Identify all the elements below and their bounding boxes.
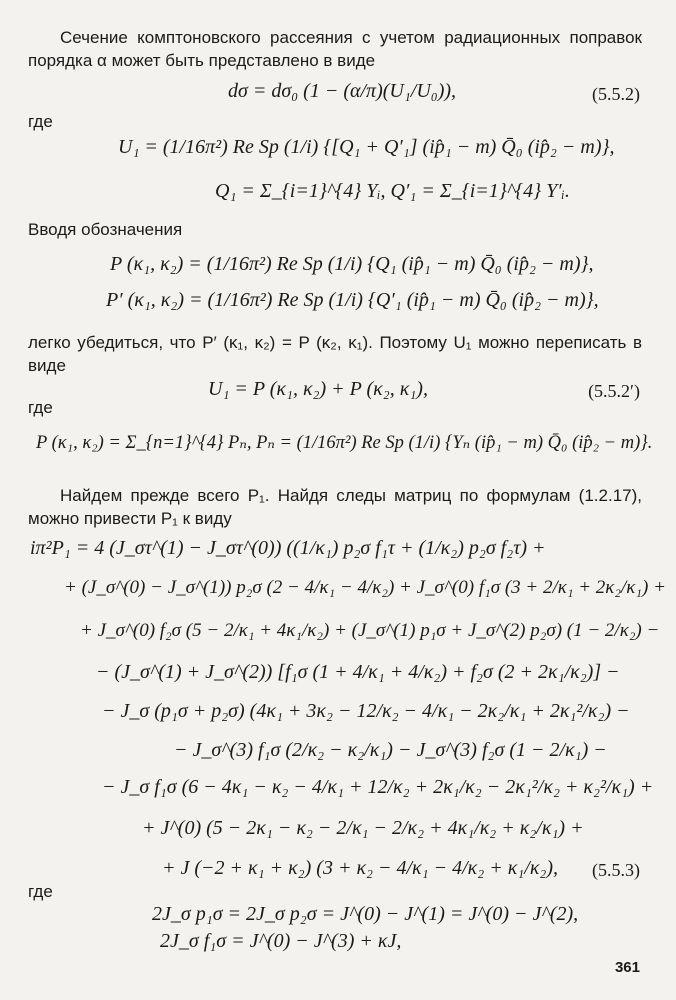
where-label-3: где	[28, 882, 53, 901]
equation-cross-section: dσ = dσ₀ (1 − (α/π)(U₁/U₀)),	[228, 80, 457, 102]
equation-number-5-5-2: (5.5.2)	[592, 84, 640, 104]
equation-P1-line-6: − J_σ^(3) f₁σ (2/κ₂ − κ₂/κ₁) − J_σ^(3) f₂σ (1 − 2/κ₁) −	[174, 739, 607, 761]
equation-number-5-5-2-prime: (5.5.2′)	[588, 381, 640, 401]
equation-Pn-sum: P (κ₁, κ₂) = Σ_{n=1}^{4} Pₙ, Pₙ = (1/16π²) Re Sp (1/i) {Yₙ (ip̂₁ − m) Q̄₀ (ip̂₂ − m)}.	[36, 433, 653, 453]
equation-Q1-sums: Q₁ = Σ_{i=1}^{4} Yᵢ, Q′₁ = Σ_{i=1}^{4} Y′ᵢ.	[215, 180, 570, 202]
equation-P1-line-3: + J_σ^(0) f₂σ (5 − 2/κ₁ + 4κ₁/κ₂) + (J_σ^(1) p₁σ + J_σ^(2) p₂σ) (1 − 2/κ₂) −	[80, 620, 660, 641]
where-label-1: где	[28, 112, 53, 131]
equation-P-prime-definition: P′ (κ₁, κ₂) = (1/16π²) Re Sp (1/i) {Q′₁ (ip̂₁ − m) Q̄₀ (ip̂₂ − m)},	[106, 289, 599, 311]
equation-P1-line-2: + (J_σ^(0) − J_σ^(1)) p₂σ (2 − 4/κ₁ − 4/κ₂) + J_σ^(0) f₁σ (3 + 2/κ₁ + 2κ₂/κ₁) +	[64, 577, 666, 598]
equation-J-relations-2: 2J_σ f₁σ = J^(0) − J^(3) + κJ,	[160, 930, 402, 952]
equation-P-definition: P (κ₁, κ₂) = (1/16π²) Re Sp (1/i) {Q₁ (ip̂₁ − m) Q̄₀ (ip̂₂ − m)},	[110, 253, 594, 275]
where-label-2: где	[28, 398, 53, 417]
equation-P1-line-4: − (J_σ^(1) + J_σ^(2)) [f₁σ (1 + 4/κ₁ + 4/κ₂) + f₂σ (2 + 2κ₁/κ₂)] −	[96, 661, 620, 683]
equation-P1-line-1: iπ²P₁ = 4 (J_στ^(1) − J_στ^(0)) ((1/κ₁) p₂σ f₁τ + (1/κ₂) p₂σ f₂τ) +	[30, 537, 546, 559]
equation-P1-line-7: − J_σ f₁σ (6 − 4κ₁ − κ₂ − 4/κ₁ + 12/κ₂ + 2κ₁/κ₂ − 2κ₁²/κ₂ + κ₂²/κ₁) +	[102, 776, 654, 798]
paragraph-intro: Сечение комптоновского рассеяния с учетом радиационных поправок порядка α может быть представлено в виде	[28, 28, 642, 70]
paragraph-symmetry: легко убедиться, что P′ (κ₁, κ₂) = P (κ₂, κ₁). Поэтому U₁ можно переписать в виде	[28, 333, 642, 375]
equation-P1-line-8: + J^(0) (5 − 2κ₁ − κ₂ − 2/κ₁ − 2/κ₂ + 4κ₁/κ₂ + κ₂/κ₁) +	[142, 817, 584, 839]
equation-U1: U₁ = (1/16π²) Re Sp (1/i) {[Q₁ + Q′₁] (ip̂₁ − m) Q̄₀ (ip̂₂ − m)},	[118, 136, 615, 158]
page-number: 361	[614, 959, 640, 976]
equation-P1-line-9: + J (−2 + κ₁ + κ₂) (3 + κ₂ − 4/κ₁ − 4/κ₂ + κ₁/κ₂),	[162, 857, 559, 879]
equation-U1-rewrite: U₁ = P (κ₁, κ₂) + P (κ₂, κ₁),	[208, 378, 428, 400]
paragraph-traces: Найдем прежде всего P₁. Найдя следы матриц по формулам (1.2.17), можно привести P₁ к виду	[28, 486, 642, 528]
equation-J-relations-1: 2J_σ p₁σ = 2J_σ p₂σ = J^(0) − J^(1) = J^(0) − J^(2),	[152, 903, 579, 925]
equation-P1-line-5: − J_σ (p₁σ + p₂σ) (4κ₁ + 3κ₂ − 12/κ₂ − 4/κ₁ − 2κ₂/κ₁ + 2κ₁²/κ₂) −	[102, 700, 630, 722]
paragraph-notation: Вводя обозначения	[28, 220, 183, 239]
equation-number-5-5-3: (5.5.3)	[592, 860, 640, 880]
